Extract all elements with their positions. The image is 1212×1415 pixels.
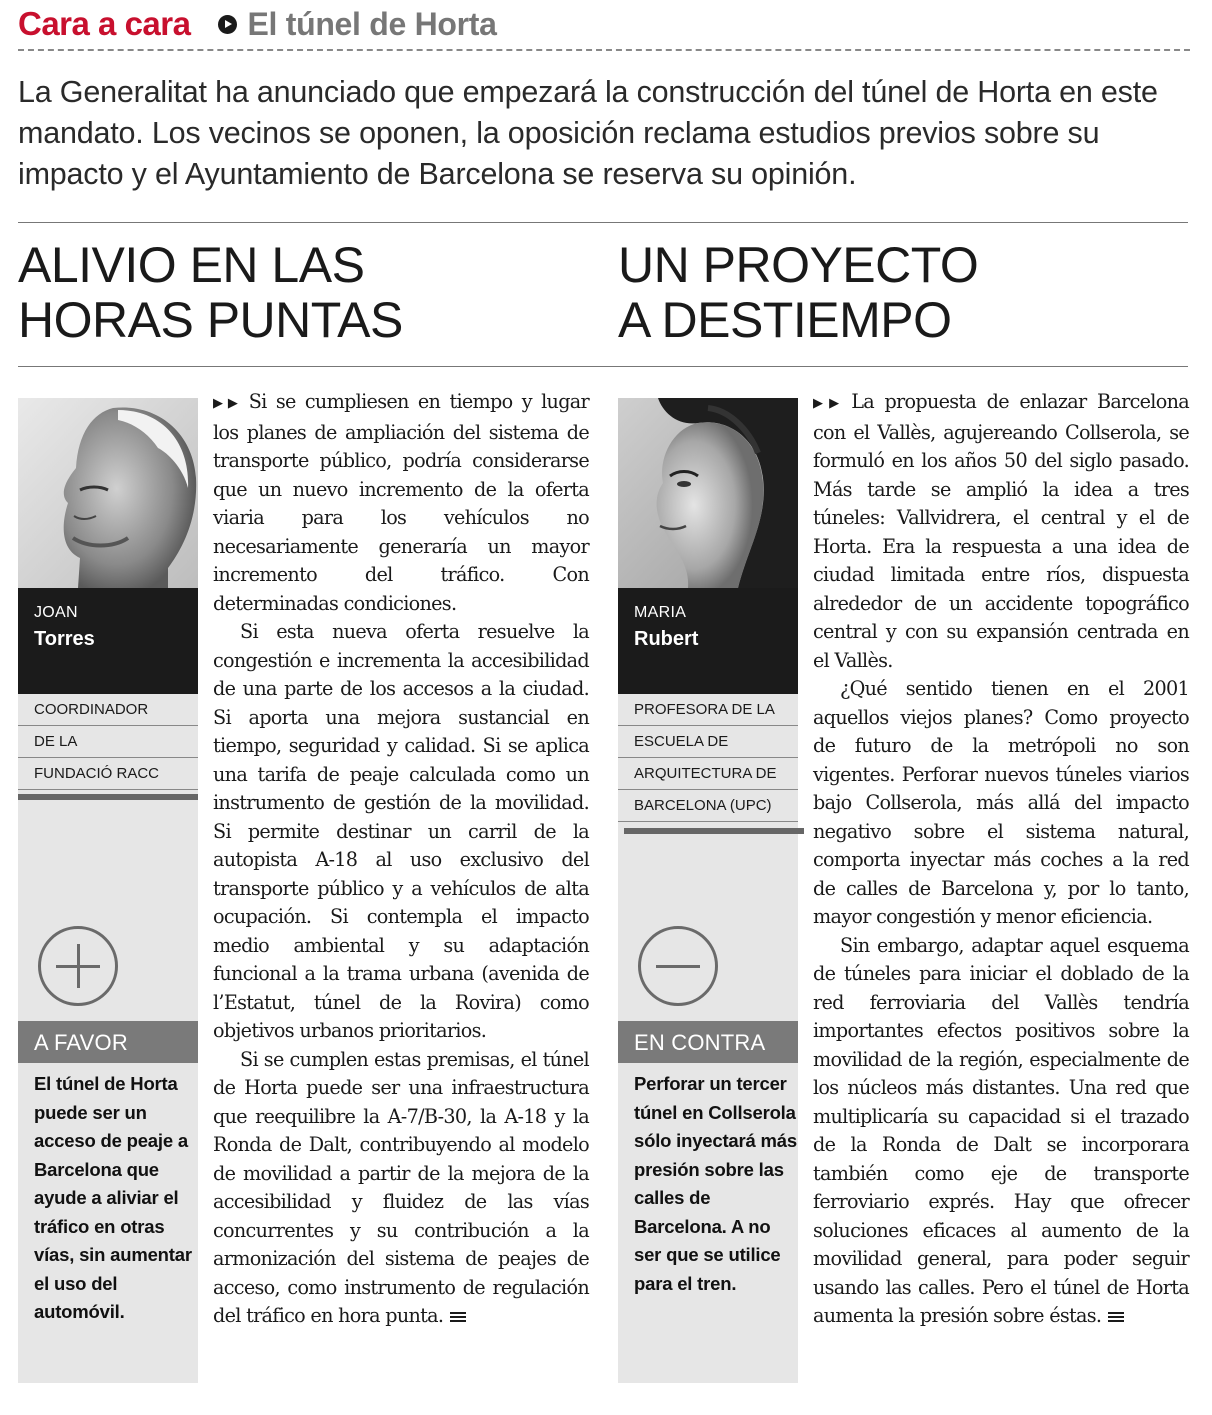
page-header <box>18 4 497 44</box>
body-paragraph: Si esta nueva oferta resuelve la congestión e incrementa la accesibilidad de una parte de los accesos a la ciudad. Si aporta una mejora sustancial en tiempo, seguridad y calidad. Si se aplica una tarifa de peaje calculada como un instrumento de gestión de la movilidad. Si permite destinar un carril de la autopista A-18 al uso exclusivo del transporte público y a vehículos de alta ocupación. Si contempla el impacto medio ambiental y su adaptación funcional a la trama urbana (avenida de l’Estatut, túnel de la Rovira) como objetivos urbanos prioritarios. <box>213 620 589 1042</box>
author-first-name: JOAN <box>34 604 78 621</box>
article-body-favor <box>213 388 589 1331</box>
author-portrait <box>18 398 198 588</box>
author-last-name: Torres <box>34 628 95 650</box>
role-line: PROFESORA DE LA <box>618 694 798 726</box>
stance-label: A FAVOR <box>18 1021 198 1063</box>
headline-contra <box>618 238 978 348</box>
body-paragraph: ▶▶ Si se cumpliesen en tiempo y lugar los planes de ampliación del sistema de transporte público, podría considerarse que un nuevo incremento de la oferta viaria para los vehículos no necesariamente generaría un mayor incremento del tráfico. Con determinadas condiciones. <box>213 390 590 615</box>
lead-divider <box>18 222 1188 223</box>
headline-line: HORAS PUNTAS <box>18 292 403 348</box>
author-roles <box>18 694 198 790</box>
double-arrow-icon: ▶▶ <box>813 396 846 411</box>
author-sidebar-favor <box>18 398 198 1383</box>
role-line: ESCUELA DE <box>618 726 798 758</box>
stance-label: EN CONTRA <box>618 1021 798 1063</box>
author-portrait <box>618 398 798 588</box>
body-paragraph: Sin embargo, adaptar aquel esquema de túneles para iniciar el doblado de la red ferroviaria del Vallès tendría importantes efectos positivos sobre la movilidad de la región, especialmente de los núcleos más distantes. Una red que multiplicaría su capacidad si el trazado de la Ronda de Dalt se incorporara también como eje de transporte ferroviario exprés. Hay que ofrecer soluciones eficaces al aumento de la movilidad general, para poder seguir usando las calles. Pero el túnel de Horta aumenta la presión sobre éstas. <box>813 933 1189 1327</box>
play-bullet-icon <box>218 15 237 34</box>
header-divider <box>18 49 1190 51</box>
role-line: COORDINADOR <box>18 694 198 726</box>
author-namecard <box>618 588 798 694</box>
headline-divider <box>18 366 1188 367</box>
stance-summary: El túnel de Horta puede ser un acceso de peaje a Barcelona que ayude a aliviar el tráfico en otras vías, sin aumentar el uso del automóvil. <box>34 1073 192 1322</box>
role-line: BARCELONA (UPC) <box>618 790 798 822</box>
role-underline <box>18 794 198 800</box>
headline-line: UN PROYECTO <box>618 237 979 293</box>
author-last-name: Rubert <box>634 628 699 650</box>
author-first-name: MARIA <box>634 604 687 621</box>
headline-line: ALIVIO EN LAS <box>18 237 365 293</box>
author-roles <box>618 694 798 822</box>
topic-title: El túnel de Horta <box>247 5 497 42</box>
end-of-article-icon <box>450 1312 466 1322</box>
role-line: DE LA <box>18 726 198 758</box>
stance-summary: Perforar un tercer túnel en Collserola sólo inyectará más presión sobre las calles de Barcelona. A no ser que se utilice para el tren. <box>634 1073 797 1294</box>
role-line: ARQUITECTURA DE <box>618 758 798 790</box>
end-of-article-icon <box>1108 1312 1124 1322</box>
section-label: Cara a cara <box>18 5 191 42</box>
headline-line: A DESTIEMPO <box>618 292 952 348</box>
article-body-contra <box>813 388 1189 1331</box>
body-paragraph: ¿Qué sentido tienen en el 2001 aquellos viejos planes? Como proyecto de futuro de la metrópoli no son vigentes. Perforar nuevos túneles viarios bajo Collserola, más allá del impacto negativo sobre el sistema natural, comporta inyectar más coches a la red de calles de Barcelona y, por lo tanto, mayor congestión y menor eficiencia. <box>813 677 1189 928</box>
role-line: FUNDACIÓ RACC <box>18 758 198 790</box>
body-paragraph: Si se cumplen estas premisas, el túnel de Horta puede ser una infraestructura que reequilibre la A-7/B-30, la A-18 y la Ronda de Dalt, contribuyendo al modelo de movilidad a partir de la mejora de la accesibilidad y fluidez de las vías concurrentes y su contribución a la armonización del sistema de peajes de acceso, como instrumento de regulación del tráfico en hora punta. <box>213 1047 589 1327</box>
author-sidebar-contra <box>618 398 798 1383</box>
lead-paragraph: La Generalitat ha anunciado que empezará la construcción del túnel de Horta en este mandato. Los vecinos se oponen, la oposición reclama estudios previos sobre su impacto y el Ayuntamiento de Barcelona se reserva su opinión. <box>18 75 1158 191</box>
double-arrow-icon: ▶▶ <box>213 396 243 411</box>
body-paragraph: ▶▶ La propuesta de enlazar Barcelona con el Vallès, agujereando Collserola, se formuló en los años 50 del siglo pasado. Más tarde se amplió la idea a tres túneles: Vallvidrera, el central y el de Horta. Era la respuesta a una idea de ciudad limitada entre ríos, dispuesta alrededor de un accidente topográfico central y con su expansión centrada en el Vallès. <box>813 390 1189 672</box>
minus-circle-icon <box>638 926 718 1006</box>
headline-favor <box>18 238 403 348</box>
plus-circle-icon <box>38 926 118 1006</box>
role-underline <box>624 828 804 834</box>
author-namecard <box>18 588 198 694</box>
